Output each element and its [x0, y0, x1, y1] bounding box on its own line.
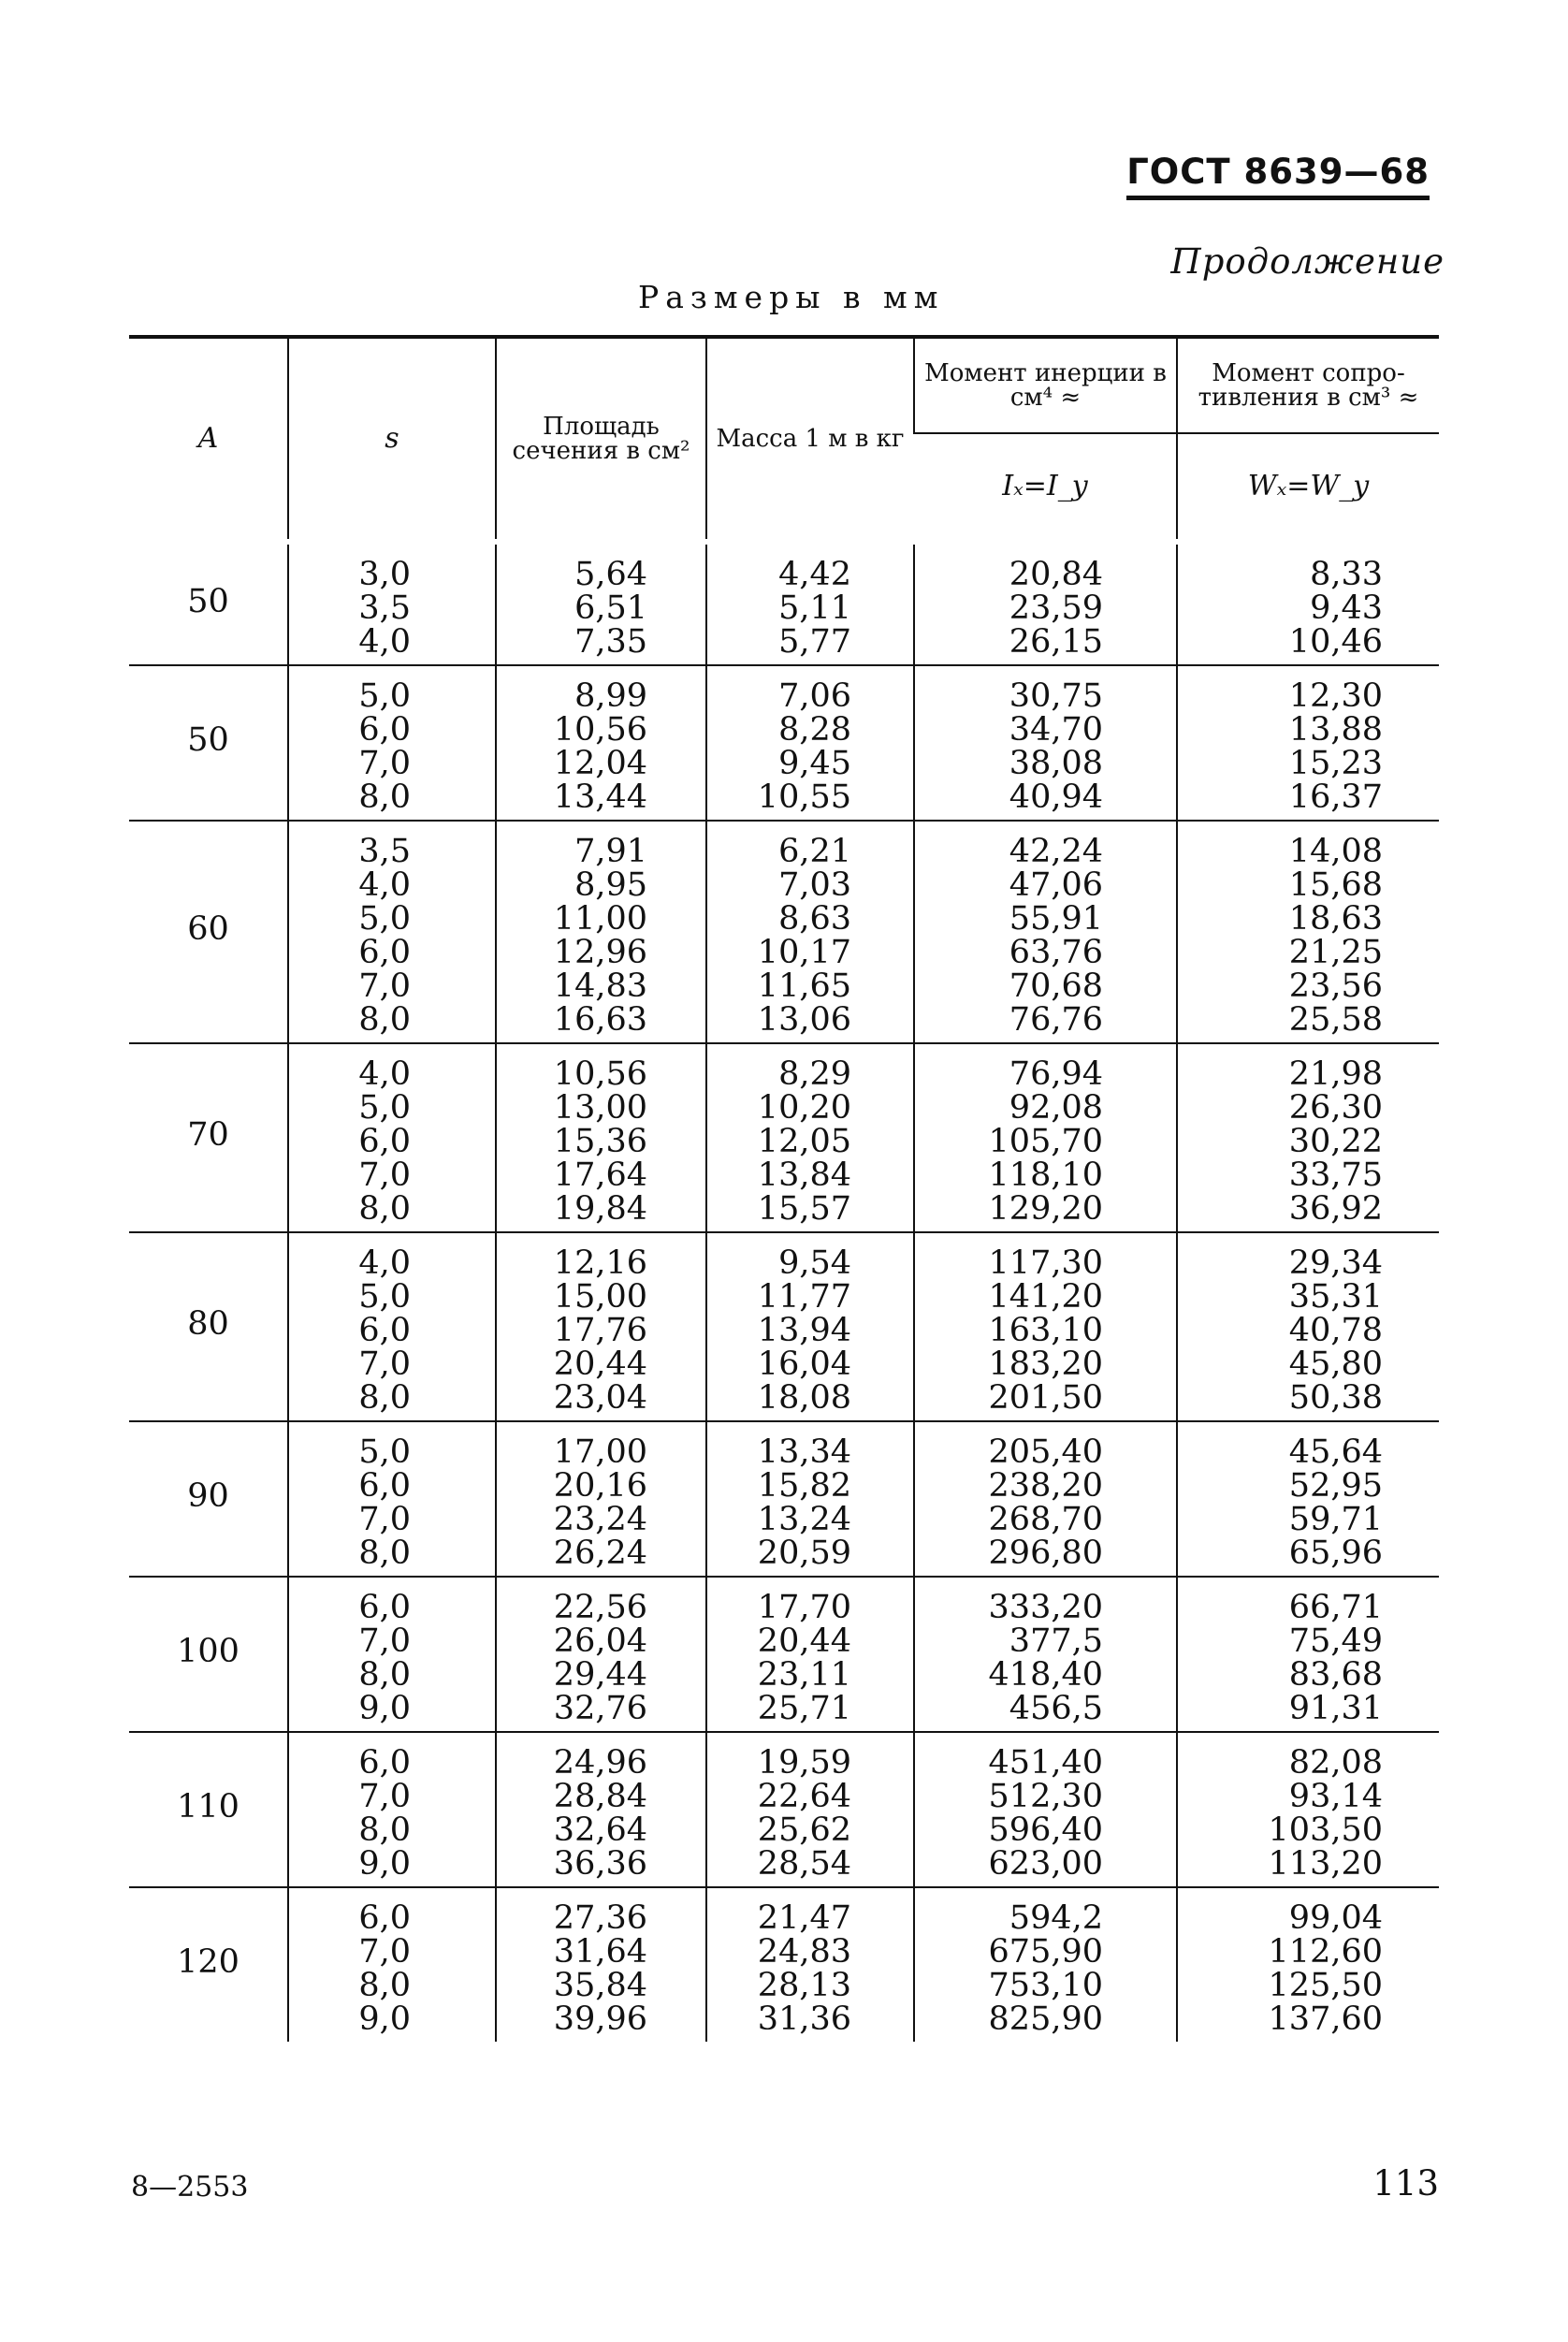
- cell-value: 13,24: [757, 1501, 851, 1538]
- cell-value: 15,57: [757, 1190, 851, 1228]
- cell-value: 13,94: [757, 1312, 851, 1349]
- cell-value: 4,0: [358, 1244, 411, 1282]
- cell-value: 35,31: [1288, 1278, 1383, 1316]
- cell-value: 16,04: [757, 1346, 851, 1383]
- cell-value: 8,0: [358, 1656, 411, 1694]
- cell-value: 63,76: [1009, 934, 1103, 971]
- cell-value: 8,95: [574, 866, 647, 904]
- cell-value: 10,55: [757, 778, 851, 816]
- cell-value: 8,0: [358, 1379, 411, 1417]
- cell-wall-thickness: [288, 1732, 496, 1887]
- cell-value: 8,29: [778, 1055, 851, 1093]
- cell-value: 11,65: [757, 967, 851, 1005]
- header-s: s: [288, 337, 496, 542]
- cell-resistance: [1177, 665, 1439, 821]
- cell-value: 91,31: [1288, 1690, 1383, 1727]
- units-note: Размеры в мм: [638, 279, 945, 315]
- cell-value: 377,5: [1009, 1622, 1103, 1660]
- cell-mass: [706, 1232, 914, 1421]
- header-inertia: Момент инерции в см⁴ ≈: [914, 337, 1177, 433]
- continuation-label: Продолжение: [1170, 241, 1445, 282]
- cell-value: 8,0: [358, 778, 411, 816]
- cell-area: [496, 821, 706, 1043]
- cell-value: 29,34: [1288, 1244, 1383, 1282]
- cell-inertia: [914, 665, 1177, 821]
- cell-value: 451,40: [988, 1744, 1103, 1782]
- cell-area: [496, 1577, 706, 1732]
- cell-value: 3,5: [358, 589, 411, 627]
- cell-value: 32,64: [553, 1811, 647, 1849]
- cell-inertia: [914, 1887, 1177, 2042]
- cell-inertia: [914, 1043, 1177, 1232]
- cell-value: 6,0: [358, 1589, 411, 1626]
- cell-value: 7,0: [358, 1778, 411, 1815]
- cell-value: 17,00: [553, 1433, 647, 1471]
- cell-value: 82,08: [1288, 1744, 1383, 1782]
- cell-value: 99,04: [1288, 1899, 1383, 1937]
- cell-value: 83,68: [1288, 1656, 1383, 1694]
- cell-value: 45,64: [1288, 1433, 1383, 1471]
- cell-value: 15,23: [1288, 745, 1383, 782]
- cell-value: 5,0: [358, 677, 411, 715]
- cell-a: 60: [129, 821, 288, 1043]
- cell-mass: [706, 1577, 914, 1732]
- cell-value: 40,94: [1009, 778, 1103, 816]
- cell-value: 19,84: [553, 1190, 647, 1228]
- cell-value: 5,0: [358, 1089, 411, 1127]
- cell-value: 26,30: [1288, 1089, 1383, 1127]
- cell-mass: [706, 1421, 914, 1577]
- cell-resistance: [1177, 1732, 1439, 1887]
- cell-a: 90: [129, 1421, 288, 1577]
- cell-value: 13,00: [553, 1089, 647, 1127]
- cell-value: 103,50: [1268, 1811, 1383, 1849]
- table-row: [129, 821, 1439, 1043]
- cell-value: 70,68: [1009, 967, 1103, 1005]
- cell-value: 105,70: [988, 1123, 1103, 1160]
- cell-area: [496, 1421, 706, 1577]
- cell-value: 24,83: [757, 1933, 851, 1971]
- cell-value: 12,30: [1288, 677, 1383, 715]
- cell-value: 39,96: [553, 2000, 647, 2038]
- cell-value: 34,70: [1009, 711, 1103, 749]
- cell-value: 17,64: [553, 1156, 647, 1194]
- cell-value: 825,90: [988, 2000, 1103, 2038]
- cell-value: 10,56: [553, 1055, 647, 1093]
- cell-value: 50,38: [1288, 1379, 1383, 1417]
- cell-value: 7,35: [574, 623, 647, 661]
- cell-value: 15,00: [553, 1278, 647, 1316]
- cell-value: 11,77: [757, 1278, 851, 1316]
- cell-value: 753,10: [988, 1967, 1103, 2004]
- cell-value: 7,0: [358, 1156, 411, 1194]
- cell-value: 31,64: [553, 1933, 647, 1971]
- cell-value: 75,49: [1288, 1622, 1383, 1660]
- cell-value: 8,33: [1310, 556, 1383, 593]
- cell-value: 59,71: [1288, 1501, 1383, 1538]
- cell-value: 333,20: [988, 1589, 1103, 1626]
- cell-value: 20,84: [1009, 556, 1103, 593]
- cell-value: 6,0: [358, 1467, 411, 1505]
- cell-value: 31,36: [757, 2000, 851, 2038]
- cell-resistance: [1177, 1577, 1439, 1732]
- cell-value: 183,20: [988, 1346, 1103, 1383]
- cell-value: 9,0: [358, 1690, 411, 1727]
- cell-value: 8,99: [574, 677, 647, 715]
- cell-value: 137,60: [1268, 2000, 1383, 2038]
- cell-value: 129,20: [988, 1190, 1103, 1228]
- cell-value: 65,96: [1288, 1535, 1383, 1572]
- header-mass: Масса 1 м в кг: [706, 337, 914, 542]
- cell-value: 4,0: [358, 623, 411, 661]
- cell-value: 36,92: [1288, 1190, 1383, 1228]
- cell-value: 10,20: [757, 1089, 851, 1127]
- cell-value: 15,36: [553, 1123, 647, 1160]
- cell-value: 13,06: [757, 1001, 851, 1039]
- cell-value: 8,0: [358, 1967, 411, 2004]
- cell-value: 3,5: [358, 833, 411, 870]
- cell-value: 4,42: [778, 556, 851, 593]
- cell-value: 55,91: [1009, 900, 1103, 938]
- table-row: [129, 1232, 1439, 1421]
- cell-value: 47,06: [1009, 866, 1103, 904]
- cell-value: 6,21: [778, 833, 851, 870]
- cell-value: 28,84: [553, 1778, 647, 1815]
- cell-value: 17,70: [757, 1589, 851, 1626]
- cell-value: 24,96: [553, 1744, 647, 1782]
- cell-value: 8,0: [358, 1811, 411, 1849]
- cell-value: 596,40: [988, 1811, 1103, 1849]
- cell-value: 7,0: [358, 1933, 411, 1971]
- cell-resistance: [1177, 542, 1439, 665]
- table-row: [129, 665, 1439, 821]
- cell-value: 8,28: [778, 711, 851, 749]
- cell-value: 7,03: [778, 866, 851, 904]
- cell-value: 12,96: [553, 934, 647, 971]
- cell-value: 27,36: [553, 1899, 647, 1937]
- cell-inertia: [914, 821, 1177, 1043]
- cell-inertia: [914, 542, 1177, 665]
- cell-value: 7,0: [358, 745, 411, 782]
- cell-value: 23,11: [757, 1656, 851, 1694]
- page-number: 113: [1372, 2163, 1439, 2204]
- cell-value: 5,11: [778, 589, 851, 627]
- cell-mass: [706, 821, 914, 1043]
- cell-wall-thickness: [288, 1043, 496, 1232]
- cell-value: 6,0: [358, 1744, 411, 1782]
- print-code: 8—2553: [131, 2171, 249, 2204]
- cell-wall-thickness: [288, 1887, 496, 2042]
- cell-value: 8,0: [358, 1001, 411, 1039]
- cell-resistance: [1177, 1043, 1439, 1232]
- cell-value: 418,40: [988, 1656, 1103, 1694]
- cell-value: 6,0: [358, 934, 411, 971]
- cell-value: 22,56: [553, 1589, 647, 1626]
- cell-value: 16,37: [1288, 778, 1383, 816]
- cell-value: 6,0: [358, 1312, 411, 1349]
- cell-value: 6,0: [358, 711, 411, 749]
- cell-area: [496, 1887, 706, 2042]
- cell-inertia: [914, 1421, 1177, 1577]
- cell-value: 93,14: [1288, 1778, 1383, 1815]
- cell-value: 23,56: [1288, 967, 1383, 1005]
- cell-value: 25,62: [757, 1811, 851, 1849]
- subheader-inertia: Iₓ=I_y: [914, 433, 1177, 542]
- table-body: [129, 542, 1439, 2042]
- cell-value: 40,78: [1288, 1312, 1383, 1349]
- cell-value: 26,04: [553, 1622, 647, 1660]
- cell-value: 5,0: [358, 900, 411, 938]
- cell-value: 23,59: [1009, 589, 1103, 627]
- cell-wall-thickness: [288, 821, 496, 1043]
- cell-value: 7,0: [358, 967, 411, 1005]
- cell-value: 26,24: [553, 1535, 647, 1572]
- cell-value: 29,44: [553, 1656, 647, 1694]
- cell-value: 45,80: [1288, 1346, 1383, 1383]
- cell-value: 7,91: [574, 833, 647, 870]
- cell-value: 36,36: [553, 1845, 647, 1883]
- cell-value: 9,0: [358, 1845, 411, 1883]
- cell-value: 4,0: [358, 866, 411, 904]
- cell-value: 9,45: [778, 745, 851, 782]
- cell-value: 7,0: [358, 1501, 411, 1538]
- cell-value: 112,60: [1268, 1933, 1383, 1971]
- cell-value: 33,75: [1288, 1156, 1383, 1194]
- cell-value: 141,20: [988, 1278, 1103, 1316]
- cell-value: 21,47: [757, 1899, 851, 1937]
- cell-resistance: [1177, 1421, 1439, 1577]
- cell-value: 18,08: [757, 1379, 851, 1417]
- table-row: [129, 1732, 1439, 1887]
- cell-value: 125,50: [1268, 1967, 1383, 2004]
- cell-a: 50: [129, 542, 288, 665]
- cell-wall-thickness: [288, 542, 496, 665]
- cell-inertia: [914, 1577, 1177, 1732]
- cell-value: 30,75: [1009, 677, 1103, 715]
- cell-value: 30,22: [1288, 1123, 1383, 1160]
- cell-value: 15,82: [757, 1467, 851, 1505]
- cell-a: 50: [129, 665, 288, 821]
- header-resistance: Момент сопро-тивления в см³ ≈: [1177, 337, 1439, 433]
- cell-area: [496, 1732, 706, 1887]
- document-code: ГОСТ 8639—68: [1126, 152, 1430, 200]
- cell-value: 76,76: [1009, 1001, 1103, 1039]
- cell-wall-thickness: [288, 665, 496, 821]
- cell-value: 163,10: [988, 1312, 1103, 1349]
- cell-value: 15,68: [1288, 866, 1383, 904]
- cell-value: 5,0: [358, 1278, 411, 1316]
- cell-value: 12,05: [757, 1123, 851, 1160]
- cell-value: 118,10: [988, 1156, 1103, 1194]
- cell-inertia: [914, 1732, 1177, 1887]
- table-row: [129, 1043, 1439, 1232]
- cell-area: [496, 1043, 706, 1232]
- cell-value: 13,84: [757, 1156, 851, 1194]
- cell-value: 25,71: [757, 1690, 851, 1727]
- cell-value: 117,30: [988, 1244, 1103, 1282]
- table-row: [129, 542, 1439, 665]
- cell-value: 11,00: [553, 900, 647, 938]
- cell-value: 20,44: [757, 1622, 851, 1660]
- subheader-resistance: Wₓ=W_y: [1177, 433, 1439, 542]
- cell-value: 9,43: [1310, 589, 1383, 627]
- cell-value: 296,80: [988, 1535, 1103, 1572]
- cell-value: 594,2: [1009, 1899, 1103, 1937]
- cell-value: 268,70: [988, 1501, 1103, 1538]
- cell-value: 12,04: [553, 745, 647, 782]
- cell-resistance: [1177, 1232, 1439, 1421]
- cell-value: 13,34: [757, 1433, 851, 1471]
- cell-value: 28,54: [757, 1845, 851, 1883]
- cell-mass: [706, 1043, 914, 1232]
- cell-value: 17,76: [553, 1312, 647, 1349]
- header-area: Площадь сечения в см²: [496, 337, 706, 542]
- cell-mass: [706, 1887, 914, 2042]
- cell-value: 38,08: [1009, 745, 1103, 782]
- cell-value: 14,83: [553, 967, 647, 1005]
- cell-value: 23,04: [553, 1379, 647, 1417]
- cell-value: 9,0: [358, 2000, 411, 2038]
- dimensions-table: [129, 335, 1439, 2042]
- cell-value: 21,25: [1288, 934, 1383, 971]
- cell-value: 21,98: [1288, 1055, 1383, 1093]
- cell-value: 52,95: [1288, 1467, 1383, 1505]
- cell-value: 9,54: [778, 1244, 851, 1282]
- cell-value: 13,44: [553, 778, 647, 816]
- cell-value: 5,0: [358, 1433, 411, 1471]
- table-row: [129, 1577, 1439, 1732]
- cell-a: 110: [129, 1732, 288, 1887]
- cell-value: 6,51: [574, 589, 647, 627]
- cell-value: 7,0: [358, 1346, 411, 1383]
- cell-value: 7,0: [358, 1622, 411, 1660]
- cell-value: 20,59: [757, 1535, 851, 1572]
- cell-a: 100: [129, 1577, 288, 1732]
- cell-area: [496, 665, 706, 821]
- cell-area: [496, 542, 706, 665]
- cell-value: 238,20: [988, 1467, 1103, 1505]
- cell-value: 205,40: [988, 1433, 1103, 1471]
- table-row: [129, 1421, 1439, 1577]
- cell-value: 19,59: [757, 1744, 851, 1782]
- cell-value: 22,64: [757, 1778, 851, 1815]
- cell-value: 8,0: [358, 1190, 411, 1228]
- cell-value: 10,17: [757, 934, 851, 971]
- cell-value: 675,90: [988, 1933, 1103, 1971]
- cell-value: 456,5: [1009, 1690, 1103, 1727]
- cell-value: 512,30: [988, 1778, 1103, 1815]
- cell-value: 20,16: [553, 1467, 647, 1505]
- cell-value: 18,63: [1288, 900, 1383, 938]
- cell-value: 8,63: [778, 900, 851, 938]
- cell-value: 10,46: [1288, 623, 1383, 661]
- cell-inertia: [914, 1232, 1177, 1421]
- cell-value: 20,44: [553, 1346, 647, 1383]
- cell-mass: [706, 665, 914, 821]
- cell-value: 32,76: [553, 1690, 647, 1727]
- cell-value: 66,71: [1288, 1589, 1383, 1626]
- cell-value: 28,13: [757, 1967, 851, 2004]
- cell-wall-thickness: [288, 1421, 496, 1577]
- cell-value: 23,24: [553, 1501, 647, 1538]
- cell-area: [496, 1232, 706, 1421]
- cell-a: 120: [129, 1887, 288, 2042]
- cell-value: 7,06: [778, 677, 851, 715]
- cell-value: 4,0: [358, 1055, 411, 1093]
- cell-value: 26,15: [1009, 623, 1103, 661]
- cell-value: 10,56: [553, 711, 647, 749]
- cell-mass: [706, 542, 914, 665]
- cell-value: 5,77: [778, 623, 851, 661]
- cell-value: 35,84: [553, 1967, 647, 2004]
- cell-value: 623,00: [988, 1845, 1103, 1883]
- table-row: [129, 1887, 1439, 2042]
- cell-a: 80: [129, 1232, 288, 1421]
- cell-value: 3,0: [358, 556, 411, 593]
- cell-value: 6,0: [358, 1123, 411, 1160]
- cell-a: 70: [129, 1043, 288, 1232]
- cell-value: 8,0: [358, 1535, 411, 1572]
- header-a: A: [129, 337, 288, 542]
- cell-value: 13,88: [1288, 711, 1383, 749]
- cell-value: 201,50: [988, 1379, 1103, 1417]
- cell-resistance: [1177, 1887, 1439, 2042]
- cell-mass: [706, 1732, 914, 1887]
- cell-value: 12,16: [553, 1244, 647, 1282]
- cell-value: 14,08: [1288, 833, 1383, 870]
- cell-value: 5,64: [574, 556, 647, 593]
- cell-wall-thickness: [288, 1232, 496, 1421]
- cell-value: 42,24: [1009, 833, 1103, 870]
- cell-wall-thickness: [288, 1577, 496, 1732]
- cell-value: 92,08: [1009, 1089, 1103, 1127]
- cell-value: 16,63: [553, 1001, 647, 1039]
- cell-value: 6,0: [358, 1899, 411, 1937]
- cell-value: 76,94: [1009, 1055, 1103, 1093]
- cell-value: 25,58: [1288, 1001, 1383, 1039]
- cell-resistance: [1177, 821, 1439, 1043]
- cell-value: 113,20: [1268, 1845, 1383, 1883]
